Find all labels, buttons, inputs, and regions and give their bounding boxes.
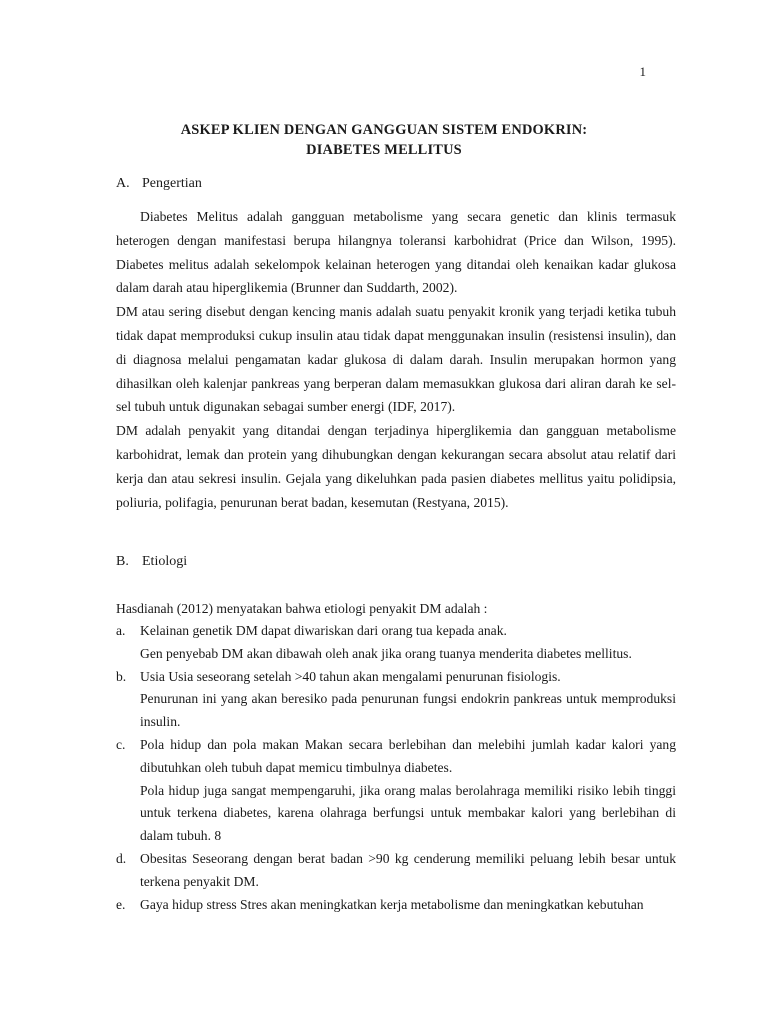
paragraph: Diabetes Melitus adalah gangguan metabolisme yang secara genetic dan klinis termasuk heterogen dengan manifestasi berupa hilangnya toleransi karbohidrat (Price dan Wilson, 1995). Diabetes melitus adalah sekelompok kelainan heterogen yang ditandai oleh kenaikan kadar glukosa dalam darah atau hiperglikemia (Brunner dan Suddarth, 2002).	[116, 209, 676, 296]
paragraph: DM adalah penyakit yang ditandai dengan terjadinya hiperglikemia dan gangguan metabolisme karbohidrat, lemak dan protein yang dihubungkan dengan kekurangan secara absolut atau relatif dari kerja dan atau sekresi insulin. Gejala yang dikeluhkan pada pasien diabetes mellitus yaitu polidipsia, poliuria, polifagia, penurunan berat badan, kesemutan (Restyana, 2015).	[116, 423, 676, 510]
list-marker: c.	[116, 736, 126, 752]
page-number: 1	[639, 64, 646, 79]
section-a-heading	[116, 174, 202, 194]
list-item	[116, 848, 676, 894]
title-line-1: ASKEP KLIEN DENGAN GANGGUAN SISTEM ENDOKRIN:	[180, 122, 588, 138]
list-item-main: Gaya hidup stress Stres akan meningkatkan kerja metabolisme dan meningkatkan kebutuhan	[140, 896, 644, 912]
section-a-title: Pengertian	[142, 176, 202, 191]
list-item	[116, 734, 676, 848]
list-marker: a.	[116, 623, 126, 638]
section-b-title: Etiologi	[142, 554, 188, 569]
document-title	[90, 120, 678, 160]
paragraph: DM atau sering disebut dengan kencing manis adalah suatu penyakit kronik yang terjadi ketika tubuh tidak dapat memproduksi cukup insulin atau tidak dapat menggunakan insulin (resistensi insulin), dan di diagnosa melalui pengamatan kadar glukosa di dalam darah. Insulin merupakan hormon yang dihasilkan oleh kalenjar pankreas yang berperan dalam memasukkan glukosa dari aliran darah ke sel-sel tubuh untuk digunakan sebagai sumber energi (IDF, 2017).	[116, 304, 676, 415]
list-item	[116, 894, 676, 917]
list-item-sub: Gen penyebab DM akan dibawah oleh anak jika orang tuanya menderita diabetes mellitus.	[140, 645, 632, 661]
list-item-main: Obesitas Seseorang dengan berat badan >90 kg cenderung memiliki peluang lebih besar untuk terkena penyakit DM.	[140, 850, 676, 889]
list-item	[116, 620, 676, 666]
list-item-main: Pola hidup dan pola makan Makan secara berlebihan dan melebihi jumlah kadar kalori yang dibutuhkan oleh tubuh dapat memicu timbulnya diabetes.	[140, 736, 676, 775]
list-marker: b.	[116, 668, 127, 684]
title-line-2: DIABETES MELLITUS	[306, 142, 462, 158]
section-a-marker: A.	[116, 176, 130, 191]
etiology-list	[116, 620, 676, 916]
section-a-body	[116, 205, 676, 514]
list-item-main: Usia Usia seseorang setelah >40 tahun akan mengalami penurunan fisiologis.	[140, 668, 561, 684]
list-item-main: Kelainan genetik DM dapat diwariskan dari orang tua kepada anak.	[140, 623, 507, 638]
list-item-sub: Pola hidup juga sangat mempengaruhi, jika orang malas berolahraga memiliki risiko lebih tinggi untuk terkena diabetes, karena olahraga berfungsi untuk membakar kalori yang berlebihan di dalam tubuh. 8	[140, 782, 676, 844]
section-b-marker: B.	[116, 554, 129, 569]
section-b-intro: Hasdianah (2012) menyatakan bahwa etiologi penyakit DM adalah :	[116, 601, 488, 616]
list-marker: d.	[116, 850, 127, 866]
list-item	[116, 666, 676, 734]
list-marker: e.	[116, 896, 126, 912]
list-item-sub: Penurunan ini yang akan beresiko pada penurunan fungsi endokrin pankreas untuk memproduksi insulin.	[140, 691, 676, 730]
section-b-heading	[116, 552, 187, 572]
